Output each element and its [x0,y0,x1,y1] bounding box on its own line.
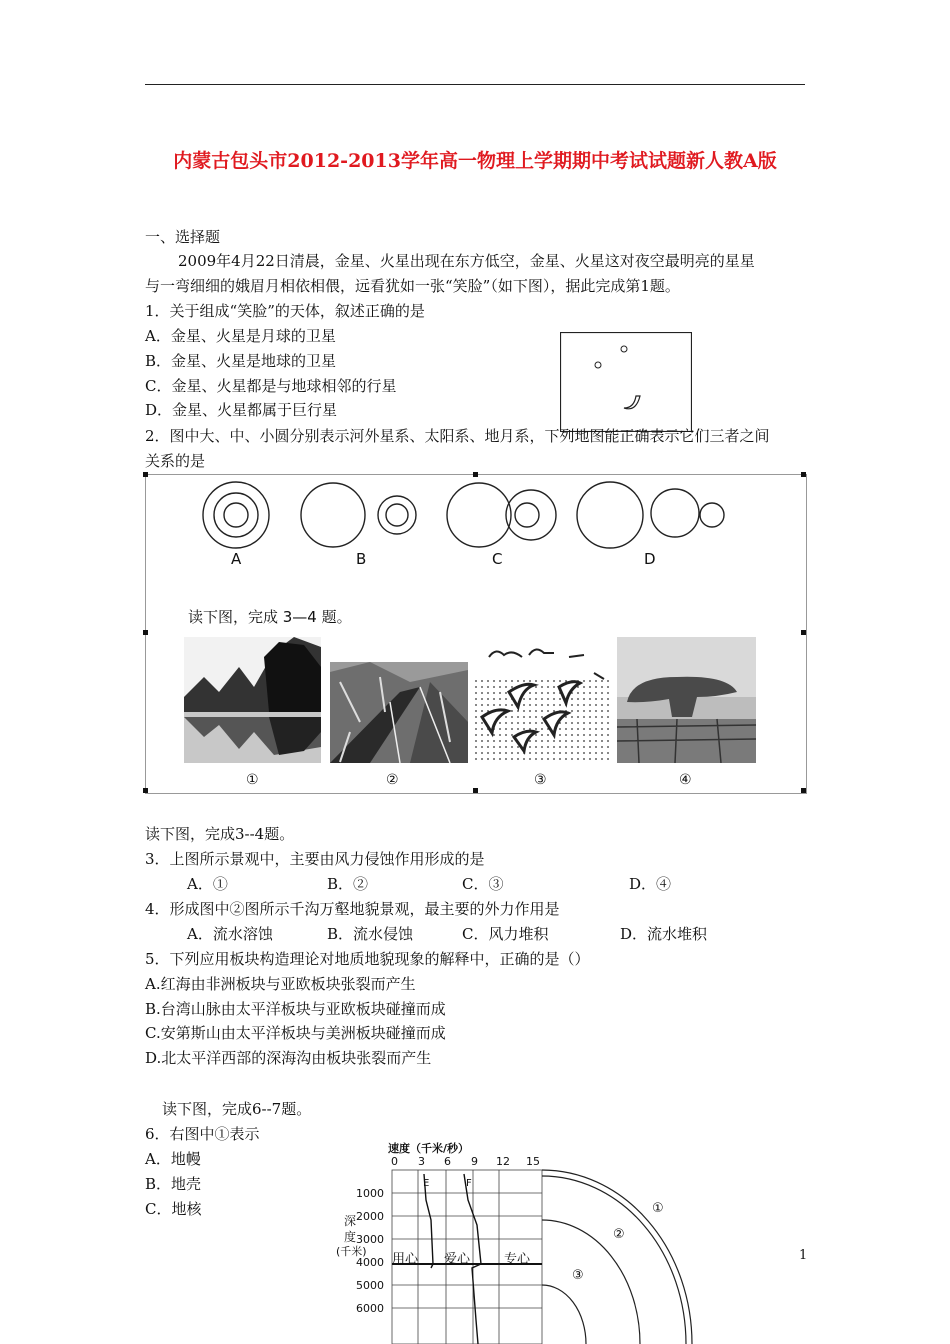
photo-mushroom-rock [617,637,756,763]
figure-caption: 读下图，完成 3—4 题。 [188,608,352,626]
page-title: 内蒙古包头市2012-2013学年高一物理上学期期中考试试题新人教A版 [173,150,777,172]
speed-tick: 3 [418,1155,425,1168]
figure-frame [145,474,807,794]
circle-small [224,503,248,527]
depth-tick: 5000 [356,1279,384,1292]
circle-large [447,483,511,547]
resize-handle [143,788,148,793]
photo-label-1: ① [246,772,259,788]
resize-handle [143,630,148,635]
q1-option-c: C．金星、火星都是与地球相邻的行星 [145,377,397,395]
photo-dune-sketch [474,637,611,763]
q3-option-b: B．② [327,875,369,893]
speed-tick: 12 [496,1155,510,1168]
circle-medium [506,490,556,540]
circle-label-b: B [356,550,367,568]
speed-tick: 6 [444,1155,451,1168]
photo-gully-terrain [330,662,468,763]
depth-tick: 3000 [356,1233,384,1246]
layer-label-1: ① [652,1201,664,1216]
q5-stem: 5．下列应用板块构造理论对地质地貌现象的解释中，正确的是（） [145,950,590,968]
circle-medium [378,496,416,534]
q4-option-c: C．风力堆积 [462,925,549,943]
circle-large [301,483,365,547]
photo-label-3: ③ [534,772,547,788]
depth-tick: 6000 [356,1302,384,1315]
resize-handle [801,630,806,635]
depth-tick: 2000 [356,1210,384,1223]
q2-line-1: 2．图中大、中、小圆分别表示河外星系、太阳系、地月系，下列地图能正确表示它们三者之间 [145,427,770,445]
circle-small [386,504,408,526]
circle-label-d: D [644,550,656,568]
earth-structure-diagram [336,1140,700,1344]
q6-stem: 6．右图中①表示 [145,1125,260,1143]
q5-option-a: A.红海由非洲板块与亚欧板块张裂而产生 [145,975,416,993]
photo-karst-landscape [184,637,321,763]
photo-label-4: ④ [679,772,692,788]
q2-line-2: 关系的是 [145,452,206,470]
q4-option-b: B．流水侵蚀 [327,925,414,943]
q3-option-d: D．④ [629,875,672,893]
wave-and-layers-svg [336,1140,700,1344]
depth-tick: 1000 [356,1187,384,1200]
q3-option-a: A．① [187,875,228,893]
depth-axis-label: (千米) [336,1245,367,1258]
smiley-sky-figure [560,332,692,432]
speed-tick: 9 [471,1155,478,1168]
speed-axis-label: 速度（千米/秒） [388,1142,470,1155]
page-number: 1 [799,1248,808,1263]
depth-axis-label: 度 [344,1230,357,1244]
layer-label-2: ② [613,1227,625,1242]
q5-option-c: C.安第斯山由太平洋板块与美洲板块碰撞而成 [145,1024,446,1042]
layer-label-3: ③ [572,1268,584,1283]
depth-tick: 4000 [356,1256,384,1269]
read-6-7: 读下图，完成6--7题。 [162,1100,312,1118]
circle-small [515,503,539,527]
wave-label-f: F [466,1178,472,1189]
speed-tick: 0 [391,1155,398,1168]
overlay-text: 用心 [392,1252,419,1267]
q1-option-b: B．金星、火星是地球的卫星 [145,352,337,370]
resize-handle [473,788,478,793]
q1-option-a: A．金星、火星是月球的卫星 [145,327,336,345]
overlay-text: 专心 [504,1252,531,1267]
circle-large [577,482,643,548]
intro-line-1: 2009年4月22日清晨，金星、火星出现在东方低空，金星、火星这对夜空最明亮的星星 [178,252,755,270]
wave-label-e: E [423,1178,430,1189]
q6-option-b: B．地壳 [145,1175,202,1193]
photo-label-2: ② [386,772,399,788]
q6-option-c: C．地核 [145,1200,202,1218]
q4-option-d: D．流水堆积 [620,925,708,943]
section-heading: 一、选择题 [145,228,221,246]
q3-option-c: C．③ [462,875,504,893]
circle-medium [214,493,258,537]
overlay-text: 爱心 [444,1252,471,1267]
q5-option-d: D.北太平洋西部的深海沟由板块张裂而产生 [145,1049,432,1067]
q6-option-a: A．地幔 [145,1150,201,1168]
q1-stem: 1．关于组成“笑脸”的天体，叙述正确的是 [145,302,425,320]
circle-label-c: C [492,550,503,568]
q1-option-d: D．金星、火星都属于巨行星 [145,401,338,419]
q3-stem: 3．上图所示景观中，主要由风力侵蚀作用形成的是 [145,850,485,868]
q4-stem: 4．形成图中②图所示千沟万壑地貌景观，最主要的外力作用是 [145,900,560,918]
q4-option-a: A．流水溶蚀 [187,925,273,943]
depth-axis-label: 深 [344,1214,357,1228]
circle-medium [651,489,699,537]
read-3-4: 读下图，完成3--4题。 [145,825,295,843]
circle-large [203,482,269,548]
circle-label-a: A [231,550,242,568]
circle-diagrams [146,475,806,575]
circle-small [700,503,724,527]
q5-option-b: B.台湾山脉由太平洋板块与亚欧板块碰撞而成 [145,1000,446,1018]
intro-line-2: 与一弯细细的娥眉月相依相偎，远看犹如一张“笑脸”（如下图），据此完成第1题。 [145,277,680,295]
header-rule [145,84,805,85]
resize-handle [801,788,806,793]
speed-tick: 15 [526,1155,540,1168]
